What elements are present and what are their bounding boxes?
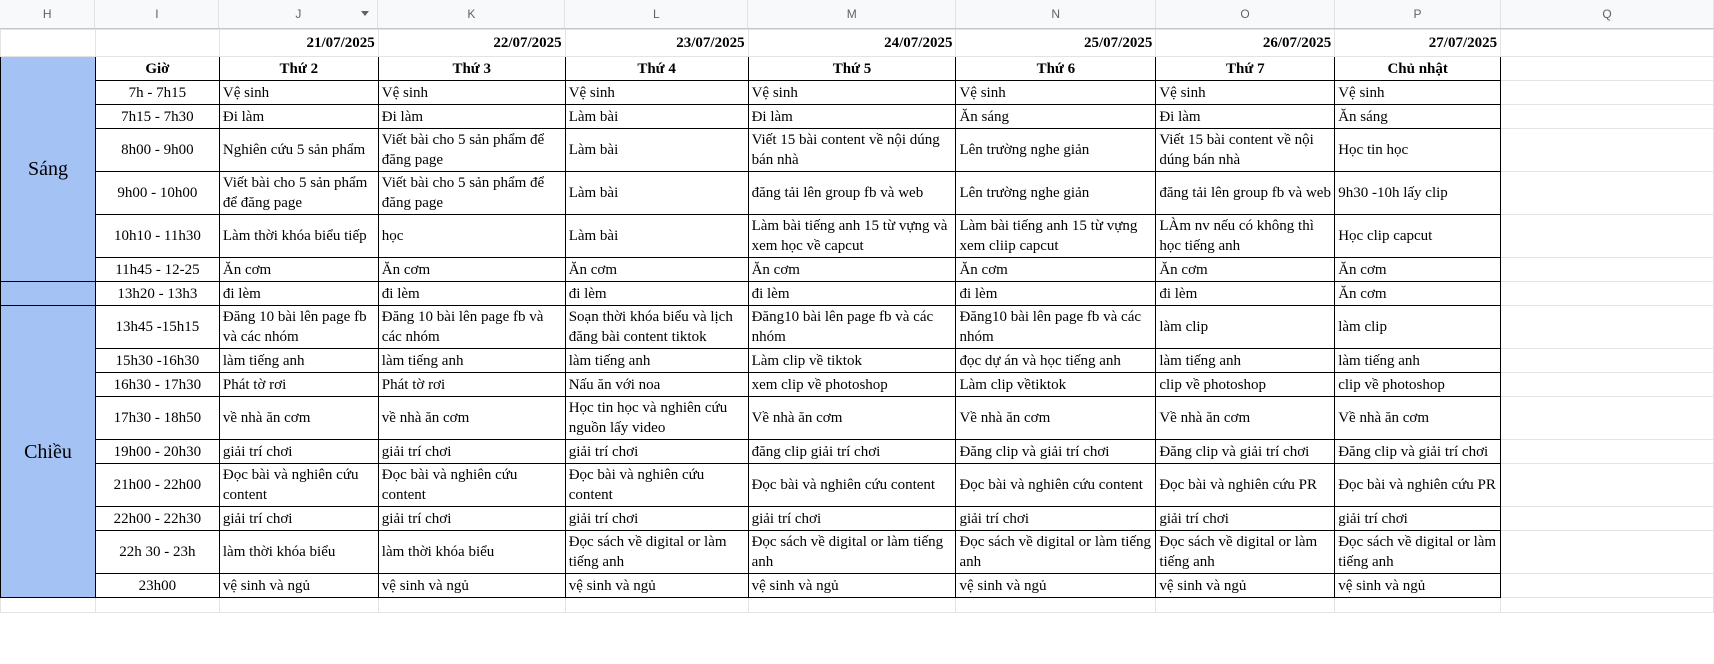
activity-cell[interactable]: làm tiếng anh [378, 349, 565, 373]
cell[interactable] [1501, 215, 1714, 258]
cell[interactable] [1501, 172, 1714, 215]
activity-cell[interactable]: làm tiếng anh [1335, 349, 1501, 373]
activity-cell[interactable]: Về nhà ăn cơm [1335, 397, 1501, 440]
day-header-cell[interactable]: Thứ 6 [956, 57, 1156, 81]
time-cell[interactable]: 15h30 -16h30 [95, 349, 219, 373]
activity-cell[interactable]: Lên trường nghe giản [956, 172, 1156, 215]
column-header-j-label: J [295, 7, 302, 21]
activity-cell[interactable]: vệ sinh và ngủ [956, 574, 1156, 598]
time-cell[interactable]: 13h20 - 13h3 [95, 282, 219, 306]
activity-cell[interactable]: Đọc bài và nghiên cứu content [956, 464, 1156, 507]
activity-cell[interactable]: giải trí chơi [565, 507, 748, 531]
activity-cell[interactable]: Học tin học [1335, 129, 1501, 172]
activity-cell[interactable]: clip về photoshop [1335, 373, 1501, 397]
activity-cell[interactable]: LÀm nv nếu có không thì học tiếng anh [1156, 215, 1335, 258]
cell[interactable] [1501, 306, 1714, 349]
column-header-m[interactable]: M [748, 0, 956, 29]
activity-cell[interactable]: Vệ sinh [1335, 81, 1501, 105]
activity-cell[interactable]: đăng tải lên group fb và web [748, 172, 956, 215]
activity-cell[interactable]: đăng tải lên group fb và web [1156, 172, 1335, 215]
activity-cell[interactable]: giải trí chơi [219, 440, 378, 464]
activity-cell[interactable]: Nấu ăn với noa [565, 373, 748, 397]
session-divider-cell[interactable] [1, 282, 96, 306]
schedule-row [1, 258, 1714, 282]
activity-cell[interactable]: Làm bài tiếng anh 15 từ vựng và xem học về capcut [748, 215, 956, 258]
schedule-row [1, 349, 1714, 373]
activity-cell[interactable]: vệ sinh và ngủ [748, 574, 956, 598]
cell[interactable] [1501, 464, 1714, 507]
activity-cell[interactable]: Đọc bài và nghiên cứu content [748, 464, 956, 507]
cell[interactable] [565, 598, 748, 613]
activity-cell[interactable]: Vệ sinh [956, 81, 1156, 105]
date-cell[interactable]: 27/07/2025 [1335, 30, 1501, 57]
activity-cell[interactable]: Đọc bài và nghiên cứu PR [1156, 464, 1335, 507]
activity-cell[interactable]: đi lèm [748, 282, 956, 306]
activity-cell[interactable]: Học clip capcut [1335, 215, 1501, 258]
schedule-row [1, 507, 1714, 531]
schedule-row [1, 531, 1714, 574]
time-cell[interactable]: 13h45 -15h15 [95, 306, 219, 349]
date-cell[interactable]: 26/07/2025 [1156, 30, 1335, 57]
activity-cell[interactable]: làm tiếng anh [219, 349, 378, 373]
time-cell[interactable]: 8h00 - 9h00 [95, 129, 219, 172]
activity-cell[interactable]: Ăn cơm [378, 258, 565, 282]
activity-cell[interactable]: vệ sinh và ngủ [219, 574, 378, 598]
activity-cell[interactable]: vệ sinh và ngủ [1335, 574, 1501, 598]
column-header-k[interactable]: K [378, 0, 565, 29]
activity-cell[interactable]: Đọc bài và nghiên cứu content [378, 464, 565, 507]
date-cell[interactable]: 23/07/2025 [565, 30, 748, 57]
activity-cell[interactable]: Đi làm [1156, 105, 1335, 129]
cell[interactable] [1, 30, 96, 57]
column-header-row [0, 0, 1714, 29]
activity-cell[interactable]: Soạn thời khóa biểu và lịch đăng bài content tiktok [565, 306, 748, 349]
activity-cell[interactable]: Viết 15 bài content về nội dúng bán nhà [1156, 129, 1335, 172]
schedule-row [1, 464, 1714, 507]
cell[interactable] [1501, 30, 1714, 57]
activity-cell[interactable]: đi lèm [1156, 282, 1335, 306]
activity-cell[interactable]: đăng clip giải trí chơi [748, 440, 956, 464]
cell[interactable] [1501, 81, 1714, 105]
activity-cell[interactable]: Đọc sách về digital or làm tiếng anh [1335, 531, 1501, 574]
activity-cell[interactable]: làm tiếng anh [565, 349, 748, 373]
cell[interactable] [378, 598, 565, 613]
cell[interactable] [1501, 440, 1714, 464]
activity-cell[interactable]: Viết bài cho 5 sản phẩm để đăng page [378, 172, 565, 215]
column-header-q[interactable]: Q [1501, 0, 1714, 29]
activity-cell[interactable]: Đọc sách về digital or làm tiếng anh [565, 531, 748, 574]
cell[interactable] [1501, 507, 1714, 531]
activity-cell[interactable]: làm clip [1156, 306, 1335, 349]
activity-cell[interactable]: Đi làm [378, 105, 565, 129]
activity-cell[interactable]: giải trí chơi [1156, 507, 1335, 531]
schedule-row [1, 397, 1714, 440]
activity-cell[interactable]: Vệ sinh [748, 81, 956, 105]
empty-row [1, 598, 1714, 613]
schedule-row [1, 306, 1714, 349]
activity-cell[interactable]: Làm bài [565, 129, 748, 172]
activity-cell[interactable]: giải trí chơi [378, 507, 565, 531]
time-cell[interactable]: 9h00 - 10h00 [95, 172, 219, 215]
activity-cell[interactable]: Ăn cơm [219, 258, 378, 282]
schedule-row [1, 282, 1714, 306]
cell[interactable] [1501, 57, 1714, 81]
activity-cell[interactable]: Viết bài cho 5 sản phẩm để đăng page [378, 129, 565, 172]
date-cell[interactable]: 21/07/2025 [219, 30, 378, 57]
activity-cell[interactable]: Đăng 10 bài lên page fb và các nhóm [378, 306, 565, 349]
activity-cell[interactable]: giải trí chơi [748, 507, 956, 531]
date-cell[interactable]: 25/07/2025 [956, 30, 1156, 57]
activity-cell[interactable]: Viết 15 bài content về nội dúng bán nhà [748, 129, 956, 172]
activity-cell[interactable]: giải trí chơi [219, 507, 378, 531]
date-row [1, 30, 1714, 57]
activity-cell[interactable]: Làm bài tiếng anh 15 từ vựng xem cliip capcut [956, 215, 1156, 258]
activity-cell[interactable]: Đăng clip và giải trí chơi [956, 440, 1156, 464]
time-cell[interactable]: 23h00 [95, 574, 219, 598]
activity-cell[interactable]: Lên trường nghe giản [956, 129, 1156, 172]
activity-cell[interactable]: về nhà ăn cơm [378, 397, 565, 440]
schedule-row [1, 105, 1714, 129]
time-cell[interactable]: 16h30 - 17h30 [95, 373, 219, 397]
activity-cell[interactable]: Làm bài [565, 105, 748, 129]
activity-cell[interactable]: vệ sinh và ngủ [1156, 574, 1335, 598]
activity-cell[interactable]: Đăng clip và giải trí chơi [1335, 440, 1501, 464]
time-cell[interactable]: 7h - 7h15 [95, 81, 219, 105]
activity-cell[interactable]: Về nhà ăn cơm [1156, 397, 1335, 440]
activity-cell[interactable]: đi lèm [956, 282, 1156, 306]
activity-cell[interactable]: làm thời khóa biểu [219, 531, 378, 574]
activity-cell[interactable]: Về nhà ăn cơm [956, 397, 1156, 440]
cell[interactable] [1501, 574, 1714, 598]
activity-cell[interactable]: Nghiên cứu 5 sản phẩm [219, 129, 378, 172]
activity-cell[interactable]: vệ sinh và ngủ [378, 574, 565, 598]
activity-cell[interactable]: Ăn cơm [1335, 258, 1501, 282]
activity-cell[interactable]: Đăng clip và giải trí chơi [1156, 440, 1335, 464]
activity-cell[interactable]: Ăn sáng [1335, 105, 1501, 129]
time-cell[interactable]: 19h00 - 20h30 [95, 440, 219, 464]
activity-cell[interactable]: đi lèm [565, 282, 748, 306]
dropdown-arrow-icon[interactable] [361, 11, 369, 16]
column-header-o[interactable]: O [1156, 0, 1335, 29]
activity-cell[interactable]: làm tiếng anh [1156, 349, 1335, 373]
cell[interactable] [1501, 373, 1714, 397]
cell[interactable] [1501, 349, 1714, 373]
activity-cell[interactable]: Làm clip về tiktok [748, 349, 956, 373]
time-cell[interactable]: 21h00 - 22h00 [95, 464, 219, 507]
cell[interactable] [95, 598, 219, 613]
activity-cell[interactable]: Vệ sinh [1156, 81, 1335, 105]
session-afternoon-cell[interactable]: Chiều [1, 306, 96, 598]
activity-cell[interactable]: Viết bài cho 5 sản phẩm để đăng page [219, 172, 378, 215]
cell[interactable] [1501, 258, 1714, 282]
activity-cell[interactable]: Phát tờ rơi [378, 373, 565, 397]
activity-cell[interactable]: Phát tờ rơi [219, 373, 378, 397]
cell[interactable] [1501, 282, 1714, 306]
column-header-p[interactable]: P [1335, 0, 1501, 29]
schedule-row [1, 172, 1714, 215]
session-morning-cell[interactable]: Sáng [1, 57, 96, 282]
activity-cell[interactable]: đọc dự án và học tiếng anh [956, 349, 1156, 373]
day-header-cell[interactable]: Thứ 3 [378, 57, 565, 81]
schedule-row [1, 215, 1714, 258]
schedule-table [0, 29, 1714, 613]
cell[interactable] [1501, 531, 1714, 574]
column-header-l[interactable]: L [565, 0, 748, 29]
activity-cell[interactable]: Ăn cơm [1335, 282, 1501, 306]
activity-cell[interactable]: Làm thời khóa biểu tiếp [219, 215, 378, 258]
time-cell[interactable]: 10h10 - 11h30 [95, 215, 219, 258]
activity-cell[interactable]: Ăn cơm [1156, 258, 1335, 282]
cell[interactable] [1501, 105, 1714, 129]
column-header-n[interactable]: N [956, 0, 1156, 29]
day-header-cell[interactable]: Thứ 2 [219, 57, 378, 81]
time-cell[interactable]: 7h15 - 7h30 [95, 105, 219, 129]
activity-cell[interactable]: đi lèm [378, 282, 565, 306]
activity-cell[interactable]: Đăng 10 bài lên page fb và các nhóm [219, 306, 378, 349]
activity-cell[interactable]: Làm bài [565, 172, 748, 215]
cell[interactable] [956, 598, 1156, 613]
column-header-i[interactable]: I [95, 0, 219, 29]
activity-cell[interactable]: Đọc sách về digital or làm tiếng anh [956, 531, 1156, 574]
activity-cell[interactable]: Ăn cơm [565, 258, 748, 282]
activity-cell[interactable]: Đọc bài và nghiên cứu PR [1335, 464, 1501, 507]
cell[interactable] [1501, 129, 1714, 172]
activity-cell[interactable]: xem clip về photoshop [748, 373, 956, 397]
cell[interactable] [1, 598, 96, 613]
date-cell[interactable]: 24/07/2025 [748, 30, 956, 57]
activity-cell[interactable]: giải trí chơi [378, 440, 565, 464]
cell[interactable] [1501, 397, 1714, 440]
activity-cell[interactable]: Đọc bài và nghiên cứu content [219, 464, 378, 507]
activity-cell[interactable]: Học tin học và nghiên cứu nguồn lấy video [565, 397, 748, 440]
activity-cell[interactable]: giải trí chơi [956, 507, 1156, 531]
activity-cell[interactable]: vệ sinh và ngủ [565, 574, 748, 598]
cell[interactable] [95, 30, 219, 57]
activity-cell[interactable]: Làm clip vềtiktok [956, 373, 1156, 397]
time-cell[interactable]: 22h00 - 22h30 [95, 507, 219, 531]
schedule-row [1, 129, 1714, 172]
day-header-cell[interactable]: Thứ 5 [748, 57, 956, 81]
schedule-row [1, 574, 1714, 598]
activity-cell[interactable]: Vệ sinh [219, 81, 378, 105]
activity-cell[interactable]: làm thời khóa biểu [378, 531, 565, 574]
day-header-cell[interactable]: Thứ 7 [1156, 57, 1335, 81]
cell[interactable] [1335, 598, 1501, 613]
time-cell[interactable]: 22h 30 - 23h [95, 531, 219, 574]
activity-cell[interactable]: Đi làm [748, 105, 956, 129]
activity-cell[interactable]: học [378, 215, 565, 258]
activity-cell[interactable]: Đọc bài và nghiên cứu content [565, 464, 748, 507]
activity-cell[interactable]: Vệ sinh [378, 81, 565, 105]
activity-cell[interactable]: về nhà ăn cơm [219, 397, 378, 440]
activity-cell[interactable]: Đọc sách về digital or làm tiếng anh [1156, 531, 1335, 574]
activity-cell[interactable]: Ăn sáng [956, 105, 1156, 129]
activity-cell[interactable]: Đăng10 bài lên page fb và các nhóm [956, 306, 1156, 349]
activity-cell[interactable]: giải trí chơi [1335, 507, 1501, 531]
cell[interactable] [1501, 598, 1714, 613]
activity-cell[interactable]: Vệ sinh [565, 81, 748, 105]
activity-cell[interactable]: clip về photoshop [1156, 373, 1335, 397]
day-header-cell[interactable]: Thứ 4 [565, 57, 748, 81]
cell[interactable] [1156, 598, 1335, 613]
activity-cell[interactable]: làm clip [1335, 306, 1501, 349]
day-header-row [1, 57, 1714, 81]
time-cell[interactable]: 11h45 - 12-25 [95, 258, 219, 282]
day-header-cell[interactable]: Chủ nhật [1335, 57, 1501, 81]
activity-cell[interactable]: 9h30 -10h lấy clip [1335, 172, 1501, 215]
cell[interactable] [748, 598, 956, 613]
activity-cell[interactable]: giải trí chơi [565, 440, 748, 464]
column-header-h[interactable]: H [0, 0, 95, 29]
activity-cell[interactable]: Về nhà ăn cơm [748, 397, 956, 440]
date-cell[interactable]: 22/07/2025 [378, 30, 565, 57]
time-header-cell[interactable]: Giờ [95, 57, 219, 81]
schedule-row [1, 373, 1714, 397]
activity-cell[interactable]: Ăn cơm [956, 258, 1156, 282]
schedule-row [1, 440, 1714, 464]
activity-cell[interactable]: Đọc sách về digital or làm tiếng anh [748, 531, 956, 574]
activity-cell[interactable]: Đi làm [219, 105, 378, 129]
activity-cell[interactable]: Đăng10 bài lên page fb và các nhóm [748, 306, 956, 349]
activity-cell[interactable]: Ăn cơm [748, 258, 956, 282]
schedule-row [1, 81, 1714, 105]
activity-cell[interactable]: Làm bài [565, 215, 748, 258]
activity-cell[interactable]: đi lèm [219, 282, 378, 306]
cell[interactable] [219, 598, 378, 613]
time-cell[interactable]: 17h30 - 18h50 [95, 397, 219, 440]
column-header-j[interactable] [219, 0, 378, 29]
